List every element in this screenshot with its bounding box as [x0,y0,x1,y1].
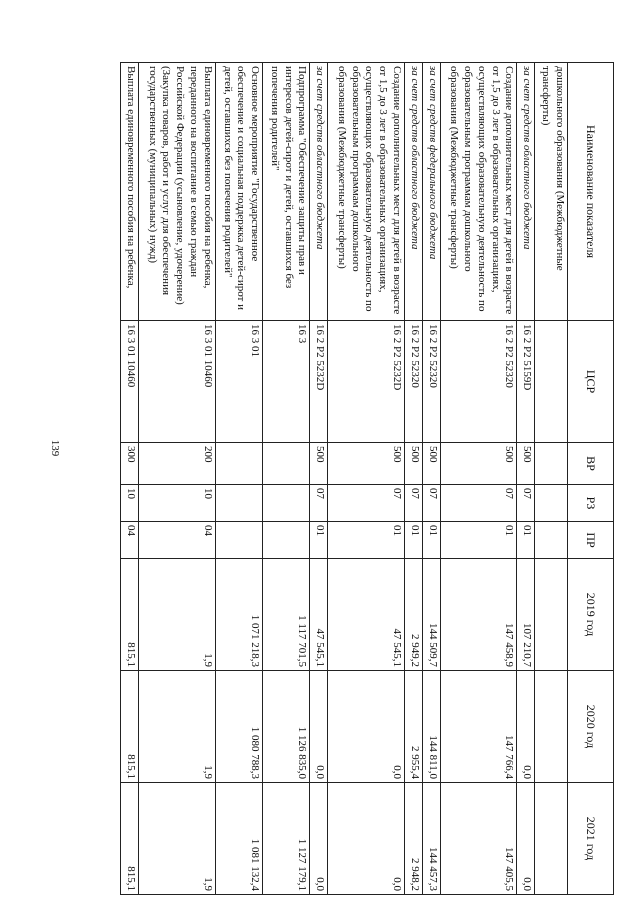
row-vr-cell: 500 [310,443,328,485]
row-2021-cell: 0,0 [328,783,405,895]
row-vr-cell [215,443,262,485]
row-pr-cell: 01 [328,522,405,559]
row-2019-cell [535,559,568,671]
row-rz-cell: 07 [440,485,517,522]
row-name-cell: за счет средств областного бюджета [517,63,535,321]
row-2021-cell: 144 457,3 [422,783,440,895]
row-pr-cell [215,522,262,559]
row-vr-cell: 200 [138,443,215,485]
row-2019-cell: 147 458,9 [440,559,517,671]
row-2019-cell: 47 545,1 [328,559,405,671]
row-2021-cell: 147 405,5 [440,783,517,895]
header-pr: ПР [568,522,614,559]
row-pr-cell: 01 [422,522,440,559]
row-vr-cell: 500 [328,443,405,485]
row-2020-cell: 144 811,0 [422,671,440,783]
row-csr-cell: 16 2 P2 52320 [404,321,422,443]
row-csr-cell [535,321,568,443]
row-2020-cell: 1 126 835,0 [263,671,310,783]
row-rz-cell: 07 [422,485,440,522]
row-csr-cell: 16 2 P2 5232D [328,321,405,443]
row-2019-cell: 107 210,7 [517,559,535,671]
row-2020-cell [535,671,568,783]
row-2020-cell: 0,0 [328,671,405,783]
table-row [440,63,517,895]
row-vr-cell: 500 [440,443,517,485]
row-2021-cell: 0,0 [310,783,328,895]
row-vr-cell: 300 [121,443,139,485]
row-csr-cell: 16 2 P2 52320 [422,321,440,443]
row-name-cell: Создание дополнительных мест для детей в возрасте от 1,5 до 3 лет в образовательных организациях, осуществляющих образовательную деятельность по образовательным программам дошкольного образования (Межбюджетные трансферты) [328,63,405,321]
row-csr-cell: 16 3 01 10460 [138,321,215,443]
row-2021-cell [535,783,568,895]
row-vr-cell [263,443,310,485]
row-rz-cell [535,485,568,522]
table-row [328,63,405,895]
row-2021-cell: 2 948,2 [404,783,422,895]
row-name-cell: Основное мероприятие "Государственное обеспечение и социальная поддержка детей-сирот и детей, оставшихся без попечения родителей" [215,63,262,321]
row-2021-cell: 1 081 132,4 [215,783,262,895]
budget-table [120,62,614,895]
row-2021-cell: 0,0 [517,783,535,895]
row-csr-cell: 16 2 P2 5232D [310,321,328,443]
row-name-cell: Выплата единовременного пособия на ребенка, переданного на воспитание в семью граждан Российской Федерации (усыновление, удочерение) (Закупка товаров, работ и услуг для обеспечения государственных (муниципальных) нужд) [138,63,215,321]
row-rz-cell: 07 [328,485,405,522]
row-2020-cell: 815,1 [121,671,139,783]
row-pr-cell: 01 [404,522,422,559]
rotated-table-wrapper [120,62,614,894]
row-rz-cell: 07 [310,485,328,522]
table-row [121,63,139,895]
row-2019-cell: 144 509,7 [422,559,440,671]
row-rz-cell [215,485,262,522]
row-vr-cell: 500 [422,443,440,485]
row-name-cell: Подпрограмма "Обеспечение защиты прав и интересов детей-сирот и детей, оставшихся без попечения родителей" [263,63,310,321]
row-csr-cell: 16 2 P2 5159D [517,321,535,443]
row-2019-cell: 815,1 [121,559,139,671]
row-pr-cell: 01 [440,522,517,559]
row-pr-cell [535,522,568,559]
row-2021-cell: 815,1 [121,783,139,895]
row-rz-cell [263,485,310,522]
row-csr-cell: 16 3 [263,321,310,443]
table-row [535,63,568,895]
row-2019-cell: 47 545,1 [310,559,328,671]
header-rz: РЗ [568,485,614,522]
row-csr-cell: 16 2 P2 52320 [440,321,517,443]
row-csr-cell: 16 3 01 [215,321,262,443]
row-2020-cell: 1 080 788,3 [215,671,262,783]
row-2020-cell: 2 955,4 [404,671,422,783]
row-pr-cell: 01 [517,522,535,559]
row-name-cell: за счет средств областного бюджета [404,63,422,321]
table-row [138,63,215,895]
row-2021-cell: 1,9 [138,783,215,895]
row-name-cell: за счет средств федерального бюджета [422,63,440,321]
row-pr-cell: 04 [121,522,139,559]
header-2021: 2021 год [568,783,614,895]
row-2019-cell: 2 949,2 [404,559,422,671]
page-number: 139 [49,439,61,457]
row-2019-cell: 1 117 701,5 [263,559,310,671]
row-rz-cell: 10 [138,485,215,522]
header-2020: 2020 год [568,671,614,783]
table-header-row [568,63,614,895]
table-row [215,63,262,895]
row-rz-cell: 07 [517,485,535,522]
row-pr-cell: 01 [310,522,328,559]
row-2020-cell: 147 766,4 [440,671,517,783]
header-vr: ВР [568,443,614,485]
row-pr-cell [263,522,310,559]
row-rz-cell: 10 [121,485,139,522]
row-2021-cell: 1 127 179,1 [263,783,310,895]
table-row [404,63,422,895]
row-rz-cell: 07 [404,485,422,522]
table-row [422,63,440,895]
row-pr-cell: 04 [138,522,215,559]
row-csr-cell: 16 3 01 10460 [121,321,139,443]
row-name-cell: Выплата единовременного пособия на ребенка, [121,63,139,321]
table-row [263,63,310,895]
row-2019-cell: 1 071 218,3 [215,559,262,671]
header-2019: 2019 год [568,559,614,671]
row-2020-cell: 0,0 [310,671,328,783]
table-row [310,63,328,895]
row-2020-cell: 1,9 [138,671,215,783]
header-name: Наименование показателя [568,63,614,321]
row-vr-cell: 500 [404,443,422,485]
row-vr-cell: 500 [517,443,535,485]
header-csr: ЦСР [568,321,614,443]
row-vr-cell [535,443,568,485]
row-2020-cell: 0,0 [517,671,535,783]
row-name-cell: за счет средств областного бюджета [310,63,328,321]
table-row [517,63,535,895]
row-2019-cell: 1,9 [138,559,215,671]
row-name-cell: дошкольного образования (Межбюджетные трансферты) [535,63,568,321]
row-name-cell: Создание дополнительных мест для детей в возрасте от 1,5 до 3 лет в образовательных организациях, осуществляющих образовательную деятельность по образовательным программам дошкольного образования (Межбюджетные трансферты) [440,63,517,321]
